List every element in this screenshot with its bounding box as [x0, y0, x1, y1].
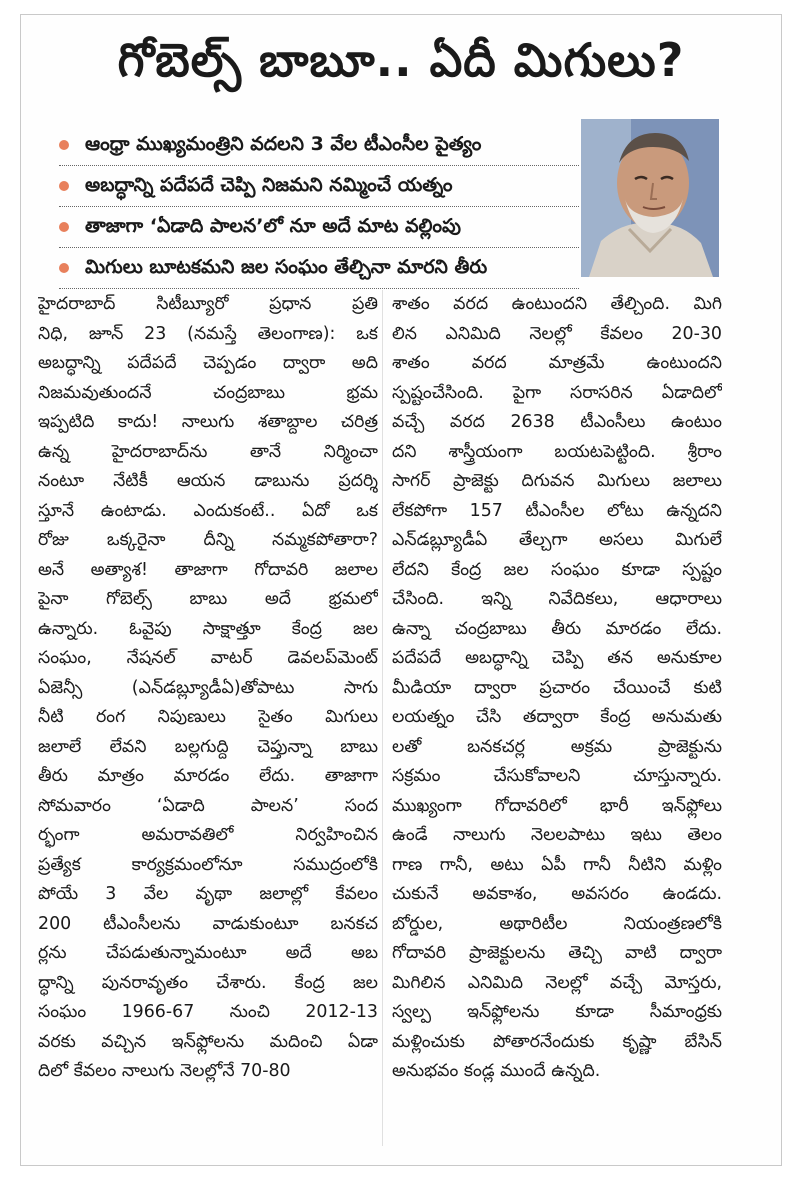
portrait-photo	[581, 119, 719, 277]
article-line: ముఖ్యంగా గోదావరిలో భారీ ఇన్‌ఫ్లోలు	[392, 795, 722, 816]
article-line: నిధి, జూన్‌ 23 (నమస్తే తెలంగాణ): ఒక	[38, 323, 378, 344]
article-line: నీటి రంగ నిపుణులు సైతం మిగులు	[38, 707, 378, 727]
article-line: ఉండే నాలుగు నెలలపాటు ఇటు తెలం	[392, 825, 722, 845]
article-line: పైనా గోబెల్స్‌ బాబు అదే భ్రమలో	[38, 589, 378, 609]
article-column-right	[392, 290, 722, 1087]
article-line: అబద్ధాన్ని పదేపదే చెప్పడం ద్వారా అది	[38, 353, 378, 373]
article-line: సంఘం 1966-67 నుంచి 2012-13	[38, 1002, 378, 1022]
article-line: సాగర్‌ ప్రాజెక్టు దిగువన మిగులు జలాలు	[392, 471, 722, 491]
article-line: గోదావరి ప్రాజెక్టులను తెచ్చి వాటి ద్వారా	[392, 943, 722, 963]
article-line: పోయే 3 వేల వృథా జలాల్లో కేవలం	[38, 884, 378, 904]
article-line: నిజమవుతుందనే చంద్రబాబు భ్రమ	[38, 382, 378, 403]
article-line: ఉన్నా చంద్రబాబు తీరు మారడం లేదు.	[392, 618, 722, 639]
article-column-left	[38, 290, 378, 1087]
article-line: ద్ధాన్ని పునరావృతం చేశారు. కేంద్ర జల	[38, 972, 378, 993]
headline: గోబెల్స్‌ బాబూ.. ఏదీ మిగులు?	[117, 33, 685, 87]
article-line: ఎన్‌డబ్ల్యూడీఏ తేల్చగా అసలు మిగులే	[392, 530, 722, 550]
article-line: లేదని కేంద్ర జల సంఘం కూడా స్పష్టం	[392, 559, 722, 580]
article-line: 200 టీఎంసీలను వాడుకుంటూ బనకచ	[38, 913, 378, 934]
article-line: సంఘం, నేషనల్‌ వాటర్‌ డెవలప్‌మెంట్‌	[38, 648, 378, 668]
article-line: ఏజెన్సీ (ఎన్‌డబ్ల్యూడీఏ)తోపాటు సాగు	[38, 677, 378, 698]
article-line: రోజు ఒక్కరైనా దీన్ని నమ్మకపోతారా?	[38, 530, 378, 550]
article-line: ర్లను చేపడుతున్నామంటూ అదే అబ	[38, 943, 378, 963]
article-line: ఉన్న హైదరాబాద్‌ను తానే నిర్మించా	[38, 441, 378, 462]
bullet-dot-icon	[59, 263, 69, 273]
portrait-illustration	[581, 119, 719, 277]
article-line: వచ్చే వరద 2638 టీఎంసీలు ఉంటుం	[392, 412, 722, 432]
article-line: ర్భంగా అమరావతిలో నిర్వహించిన	[38, 825, 378, 845]
article-line: జలాలే లేవని బల్లగుద్ది చెప్తున్నా బాబు	[38, 736, 378, 757]
bullet-text: అబద్ధాన్ని పదేపదే చెప్పి నిజమని నమ్మించే యత్నం	[85, 174, 453, 196]
article-line: తీరు మాత్రం మారడం లేదు. తాజాగా	[38, 766, 378, 786]
bullet-text: తాజాగా ‘ఏడాది పాలన’లో నూ అదే మాట వల్లింపు	[85, 215, 461, 237]
article-line: సోమవారం ‘ఏడాది పాలన’ సంద	[38, 795, 378, 816]
article-line: అనుభవం కండ్ల ముందే ఉన్నది.	[392, 1061, 601, 1081]
article-line: సక్రమం చేసుకోవాలని చూస్తున్నారు.	[392, 766, 722, 786]
article-line: ప్రత్యేక కార్యక్రమంలోనూ సముద్రంలోకి	[38, 854, 378, 875]
article-line: లతో బనకచర్ల అక్రమ ప్రాజెక్టును	[392, 736, 722, 757]
article-line: అనే అత్యాశ! తాజాగా గోదావరి జలాల	[38, 559, 378, 580]
bullet-item	[59, 166, 579, 207]
article-line: ఉన్నారు. ఓవైపు సాక్షాత్తూ కేంద్ర జల	[38, 618, 378, 639]
article-line: స్పష్టంచేసింది. పైగా సరాసరిన ఏడాదిలో	[392, 382, 722, 403]
article-line: శాతం వరద ఉంటుందని తేల్చింది. మిగి	[392, 294, 722, 314]
article-line: లిన ఎనిమిది నెలల్లో కేవలం 20-30	[392, 323, 722, 344]
article-line: శాతం వరద మాత్రమే ఉంటుందని	[392, 353, 722, 373]
bullet-list	[59, 125, 579, 289]
article-line: వరకు వచ్చిన ఇన్‌ఫ్లోలను మదించి ఏడా	[38, 1031, 378, 1052]
bullet-dot-icon	[59, 140, 69, 150]
bullet-item	[59, 248, 579, 289]
article-line: పదేపదే అబద్ధాన్ని చెప్పి తన అనుకూల	[392, 648, 722, 668]
article-line: నంటూ నేటికీ ఆయన డాబును ప్రదర్శి	[38, 471, 378, 491]
article-line: దిలో కేవలం నాలుగు నెలల్లోనే 70-80	[38, 1061, 291, 1081]
bullet-item	[59, 207, 579, 248]
bullet-text: మిగులు బూటకమని జల సంఘం తేల్చినా మారని తీరు	[85, 256, 488, 278]
column-divider	[382, 290, 383, 1146]
article-line: చేసింది. ఇన్ని నివేదికలు, ఆధారాలు	[392, 589, 722, 609]
article-line: లయత్నం చేసి తద్వారా కేంద్ర అనుమతు	[392, 707, 722, 727]
article-line: ఇప్పటిది కాదు! నాలుగు శతాబ్దాల చరిత్ర	[38, 412, 378, 432]
bullet-dot-icon	[59, 222, 69, 232]
article-line: బోర్డుల, అథారిటీల నియంత్రణలోకి	[392, 913, 722, 934]
article-line: మీడియా ద్వారా ప్రచారం చేయించే కుటి	[392, 677, 722, 698]
article-line: హైదరాబాద్‌ సిటీబ్యూరో ప్రధాన ప్రతి	[38, 294, 378, 314]
article-line: స్తూనే ఉంటాడు. ఎందుకంటే.. ఏదో ఒక	[38, 500, 378, 521]
article-line: దని శాస్త్రీయంగా బయటపెట్టింది. శ్రీరాం	[392, 441, 722, 462]
article-line: గాణ గానీ, అటు ఏపీ గానీ నీటిని మళ్లిం	[392, 854, 722, 875]
article-line: మళ్లించుకు పోతారనేందుకు కృష్ణా బేసిన్‌	[392, 1031, 722, 1052]
bullet-text: ఆంధ్రా ముఖ్యమంత్రిని వదలని 3 వేల టీఎంసీల పైత్యం	[85, 133, 482, 155]
article-line: స్వల్ప ఇన్‌ఫ్లోలను కూడా సీమాంధ్రకు	[392, 1002, 722, 1022]
bullet-item	[59, 125, 579, 166]
bullet-dot-icon	[59, 181, 69, 191]
article-line: లేకపోగా 157 టీఎంసీల లోటు ఉన్నదని	[392, 500, 722, 521]
article-line: చుకునే అవకాశం, అవసరం ఉండదు.	[392, 884, 722, 904]
article-line: మిగిలిన ఎనిమిది నెలల్లో వచ్చే మోస్తరు,	[392, 972, 722, 993]
